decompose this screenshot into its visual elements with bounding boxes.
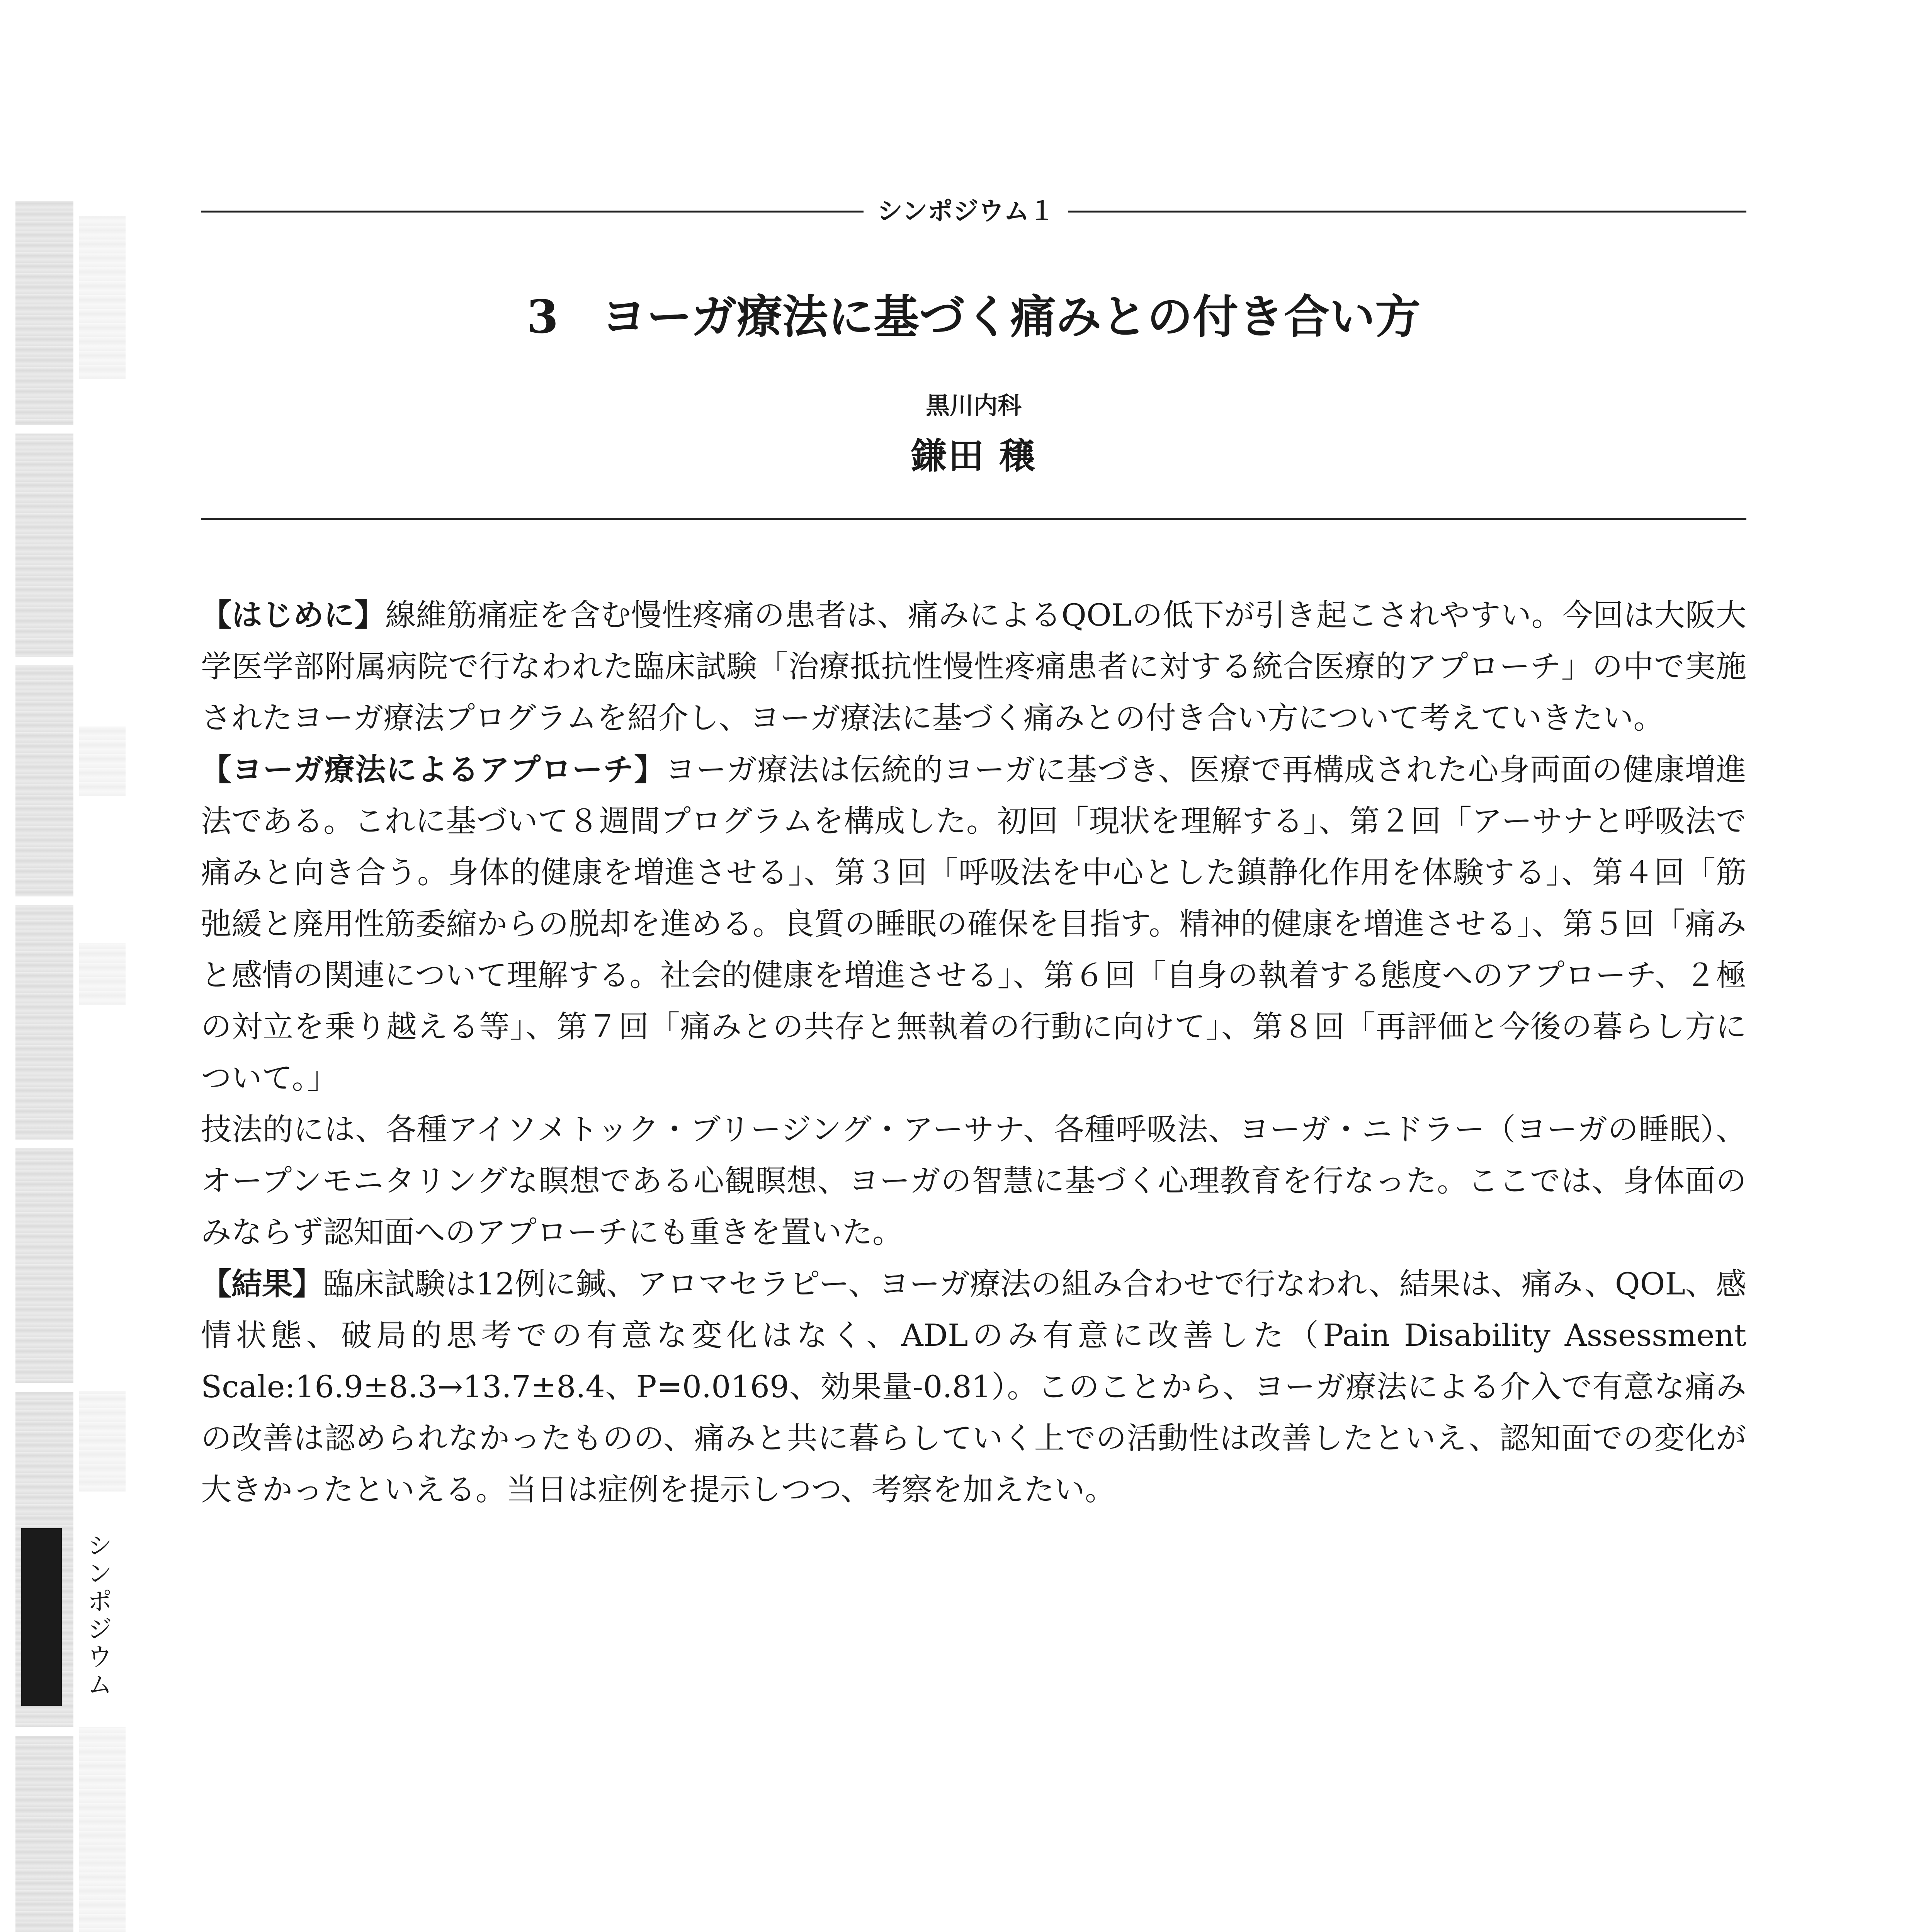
scan-margin-gap (15, 1727, 73, 1736)
paragraph-heading: 【ヨーガ療法によるアプローチ】 (201, 752, 665, 787)
article-body (201, 589, 1746, 1515)
paragraph-text: ヨーガ療法は伝統的ヨーガに基づき、医療で再構成された心身両面の健康増進法である。これに基づいて８週間プログラムを構成した。初回「現状を理解する」、第２回「アーサナと呼吸法で痛みと向き合う。身体的健康を増進させる」、第３回「呼吸法を中心とした鎮静化作用を体験する」、第４回「筋弛緩と廃用性筋委縮からの脱却を進める。良質の睡眠の確保を目指す。精神的健康を増進させる」、第５回「痛みと感情の関連について理解する。社会的健康を増進させる」、第６回「自身の執着する態度へのアプローチ、２極の対立を乗り越える等」、第７回「痛みとの共存と無執着の行動に向けて」、第８回「再評価と今後の暮らし方について。」 (201, 752, 1747, 1096)
header-rule-right (1068, 211, 1746, 213)
section-side-tab (21, 1528, 62, 1706)
article-title (201, 286, 1746, 348)
section-label: シンポジウム１ (877, 196, 1055, 226)
paragraph-techniques (201, 1104, 1746, 1258)
scan-margin-gap (15, 1140, 73, 1148)
scan-margin-gap (15, 425, 73, 434)
bleed-through-text (79, 216, 126, 379)
paragraph-text: 線維筋痛症を含む慢性疼痛の患者は、痛みによるQOLの低下が引き起こされやすい。今回は大阪大学医学部附属病院で行なわれた臨床試験「治療抵抗性慢性疼痛患者に対する統合医療的アプローチ」の中で実施されたヨーガ療法プログラムを紹介し、ヨーガ療法に基づく痛みとの付き合い方について考えていきたい。 (201, 597, 1747, 736)
paragraph-results (201, 1258, 1746, 1515)
paragraph-text: 技法的には、各種アイソメトック・ブリージング・アーサナ、各種呼吸法、ヨーガ・ニドラー（ヨーガの睡眠）、オープンモニタリングな瞑想である心観瞑想、ヨーガの智慧に基づく心理教育を行なった。ここでは、身体面のみならず認知面へのアプローチにも重きを置いた。 (201, 1112, 1746, 1250)
bleed-through-text (79, 1727, 126, 1932)
title-divider (201, 518, 1746, 520)
paragraph-approach (201, 744, 1746, 1104)
author-affiliation: 黒川内科 (925, 391, 1022, 420)
bleed-through-text (79, 1391, 126, 1492)
scan-margin-gap (15, 1383, 73, 1392)
paragraph-heading: 【はじめに】 (201, 597, 386, 633)
side-tab-label: シンポジウム (83, 1532, 112, 1699)
scan-margin-gap (15, 657, 73, 665)
article-number: 3 (527, 290, 559, 344)
author-name: 鎌田 穣 (911, 435, 1037, 477)
paragraph-text: 臨床試験は12例に鍼、アロマセラピー、ヨーガ療法の組み合わせで行なわれ、結果は、痛み、QOL、感情状態、破局的思考での有意な変化はなく、ADLのみ有意に改善した（Pain Disability Assessment Scale:16.9±8.3→13.7±8.4、P=0.0169、効果量-0.81）。このことから、ヨーガ療法による介入で有意な痛みの改善は認められなかったものの、痛みと共に暮らしていく上での活動性は改善したといえ、認知面での変化が大きかったといえる。当日は症例を提示しつつ、考察を加えたい。 (201, 1266, 1746, 1507)
scan-margin-gap (15, 896, 73, 905)
paragraph-introduction (201, 589, 1746, 744)
header-rule-left (201, 211, 864, 213)
paragraph-heading: 【結果】 (201, 1266, 323, 1302)
bleed-through-text (79, 726, 126, 796)
bleed-through-text (79, 943, 126, 1005)
article-title-text: ヨーガ療法に基づく痛みとの付き合い方 (601, 290, 1421, 344)
